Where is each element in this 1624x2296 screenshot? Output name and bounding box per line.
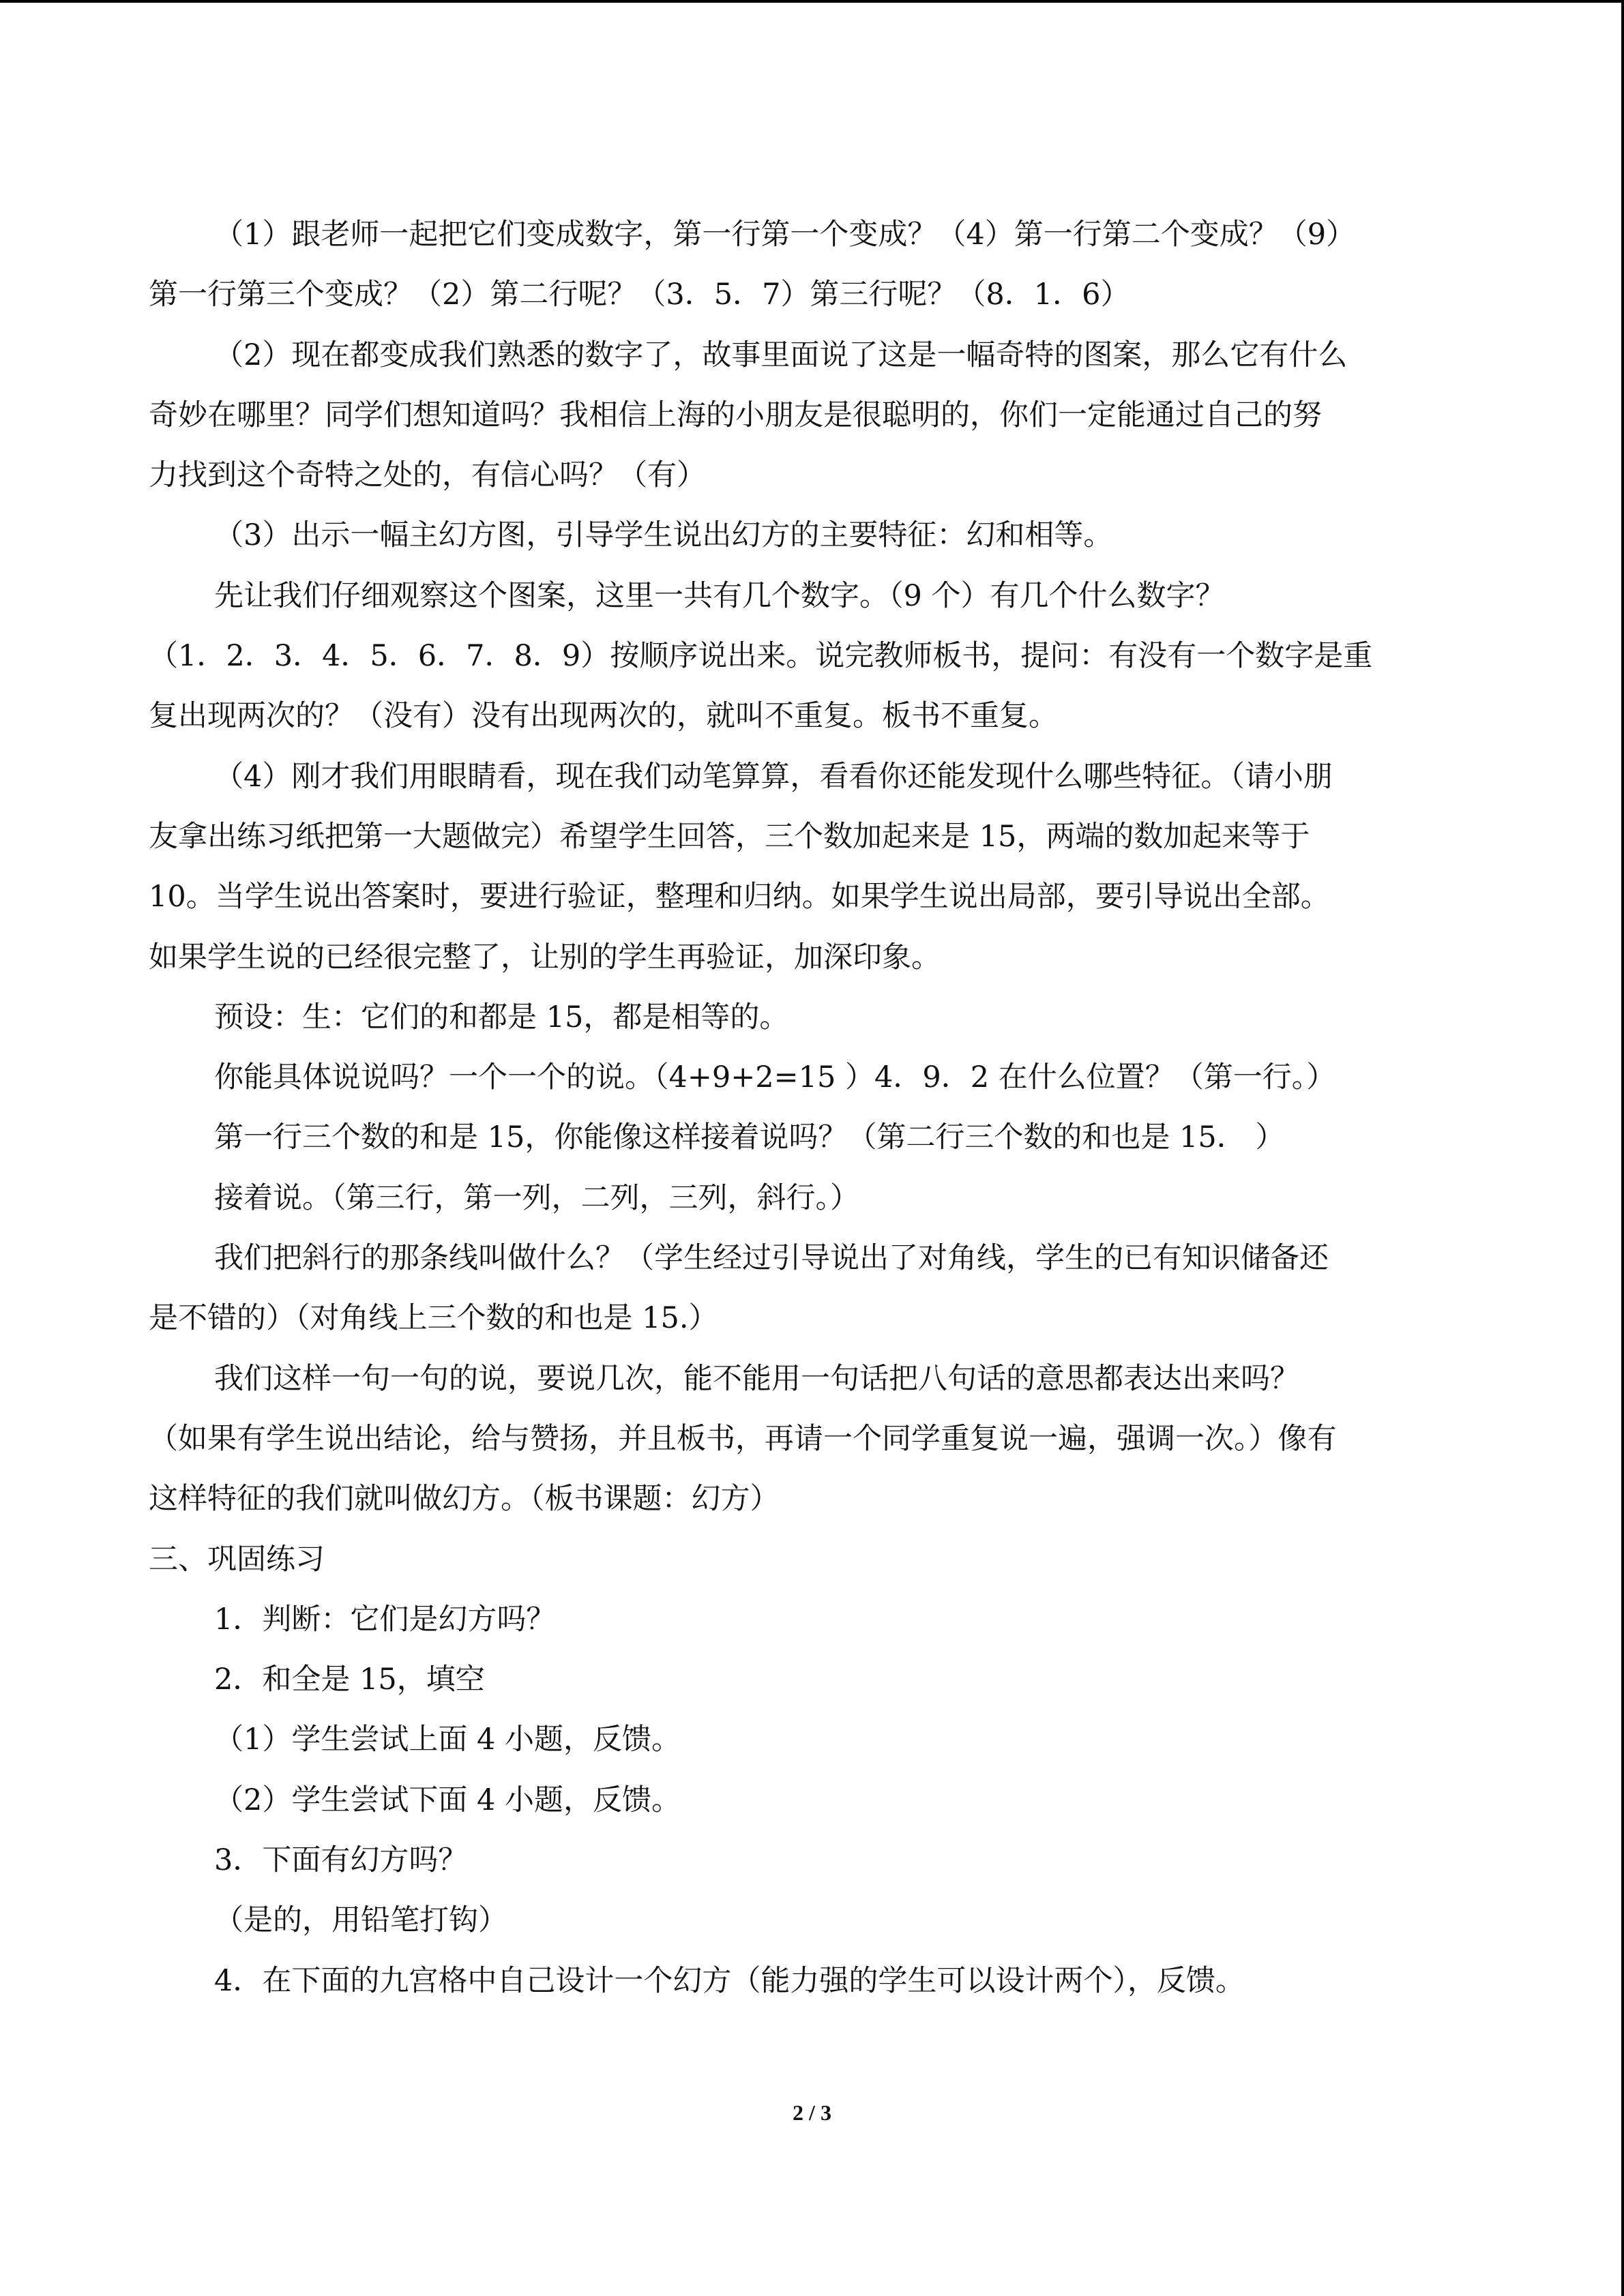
paragraph bbox=[149, 1770, 1479, 1830]
text-line: 力找到这个奇特之处的，有信心吗？（有） bbox=[149, 458, 706, 493]
page-number: 2 / 3 bbox=[793, 2100, 831, 2125]
text-line: （2）学生尝试下面 4 小题，反馈。 bbox=[214, 1783, 681, 1817]
text-line: 第一行第三个变成？（2）第二行呢？（3．5．7）第三行呢？（8．1．6） bbox=[149, 278, 1130, 312]
text-line: （是的，用铅笔打钩） bbox=[214, 1903, 507, 1938]
text-line: 复出现两次的？（没有）没有出现两次的，就叫不重复。板书不重复。 bbox=[149, 699, 1058, 734]
paragraph bbox=[149, 1650, 1479, 1710]
paragraph bbox=[149, 1830, 1479, 1890]
text-line: 如果学生说的已经很完整了，让别的学生再验证，加深印象。 bbox=[149, 940, 941, 974]
text-line: 这样特征的我们就叫做幻方。（板书课题：幻方） bbox=[149, 1482, 780, 1517]
paragraph bbox=[149, 325, 1479, 506]
paragraph bbox=[149, 1107, 1479, 1167]
text-line: 预设：生：它们的和都是 15，都是相等的。 bbox=[214, 1000, 789, 1034]
text-line: 3．下面有幻方吗？ bbox=[214, 1843, 468, 1878]
text-line: （4）刚才我们用眼睛看，现在我们动笔算算，看看你还能发现什么哪些特征。（请小朋 bbox=[214, 759, 1333, 794]
text-line: 第一行三个数的和是 15，你能像这样接着说吗？（第二行三个数的和也是 15． ） bbox=[214, 1120, 1285, 1155]
text-line: 10。当学生说出答案时，要进行验证，整理和归纳。如果学生说出局部，要引导说出全部。 bbox=[149, 880, 1330, 914]
paragraph bbox=[149, 1590, 1479, 1650]
paragraph bbox=[149, 1349, 1479, 1530]
right-border-line bbox=[1621, 0, 1624, 2296]
text-line: （1）学生尝试上面 4 小题，反馈。 bbox=[214, 1723, 681, 1757]
paragraph bbox=[149, 1168, 1479, 1228]
text-line: （如果有学生说出结论，给与赞扬，并且板书，再请一个同学重复说一遍，强调一次。）像有 bbox=[149, 1421, 1337, 1456]
text-line: （1．2．3．4．5．6．7．8．9）按顺序说出来。说完教师板书，提问：有没有一个数字是重 bbox=[149, 639, 1373, 674]
text-line: 三、巩固练习 bbox=[149, 1542, 325, 1577]
top-border-line bbox=[0, 0, 1624, 3]
text-line: （1）跟老师一起把它们变成数字，第一行第一个变成？（4）第一行第二个变成？（9） bbox=[214, 218, 1356, 252]
text-line: 2．和全是 15，填空 bbox=[214, 1663, 485, 1697]
paragraph bbox=[149, 1530, 1479, 1590]
text-line: 奇妙在哪里？同学们想知道吗？我相信上海的小朋友是很聪明的，你们一定能通过自己的努 bbox=[149, 398, 1322, 432]
paragraph bbox=[149, 1228, 1479, 1349]
document-body bbox=[149, 205, 1479, 2011]
paragraph bbox=[149, 987, 1479, 1047]
paragraph bbox=[149, 566, 1479, 747]
paragraph bbox=[149, 1890, 1479, 1950]
paragraph bbox=[149, 505, 1479, 565]
paragraph bbox=[149, 747, 1479, 987]
text-line: 我们把斜行的那条线叫做什么？（学生经过引导说出了对角线，学生的已有知识储备还 bbox=[214, 1241, 1329, 1276]
text-line: 是不错的）（对角线上三个数的和也是 15.） bbox=[149, 1301, 718, 1336]
paragraph bbox=[149, 1951, 1479, 2011]
text-line: （2）现在都变成我们熟悉的数字了，故事里面说了这是一幅奇特的图案，那么它有什么 bbox=[214, 338, 1348, 372]
text-line: 我们这样一句一句的说，要说几次，能不能用一句话把八句话的意思都表达出来吗？ bbox=[214, 1361, 1299, 1396]
text-line: 4．在下面的九宫格中自己设计一个幻方（能力强的学生可以设计两个），反馈。 bbox=[214, 1963, 1245, 1998]
paragraph bbox=[149, 1710, 1479, 1770]
paragraph bbox=[149, 1047, 1479, 1107]
text-line: 先让我们仔细观察这个图案，这里一共有几个数字。（9 个）有几个什么数字？ bbox=[214, 578, 1225, 613]
paragraph bbox=[149, 205, 1479, 325]
text-line: 友拿出练习纸把第一大题做完）希望学生回答，三个数加起来是 15，两端的数加起来等于 bbox=[149, 819, 1310, 854]
text-line: （3）出示一幅主幻方图，引导学生说出幻方的主要特征：幻和相等。 bbox=[214, 518, 1113, 553]
text-line: 1．判断：它们是幻方吗？ bbox=[214, 1602, 556, 1637]
text-line: 你能具体说说吗？一个一个的说。（4+9+2=15 ）4．9．2 在什么位置？（第一行。） bbox=[214, 1060, 1336, 1095]
text-line: 接着说。（第三行，第一列，二列，三列，斜行。） bbox=[214, 1180, 859, 1215]
